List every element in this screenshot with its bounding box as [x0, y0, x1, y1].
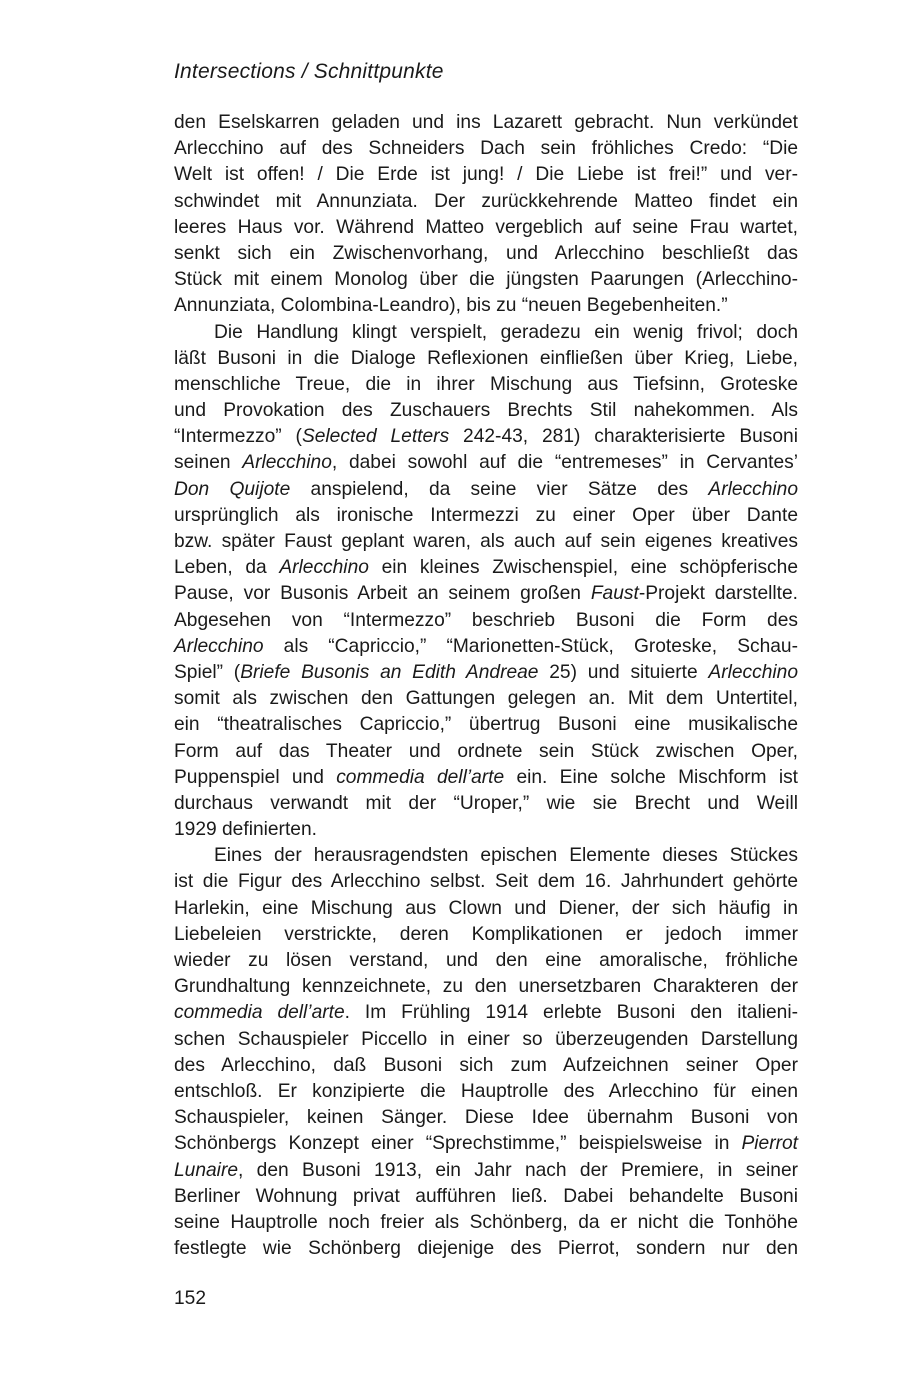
text-segment: Spiel” ( — [174, 661, 241, 683]
text-line — [174, 686, 798, 712]
text-segment: Die Handlung klingt verspielt, geradezu ein wenig frivol; doch — [214, 321, 798, 343]
text-segment: ein. Eine solche Mischform ist — [504, 766, 799, 788]
text-line — [174, 293, 798, 319]
text-segment: leeres Haus vor. Während Matteo vergeblich auf seine Frau wartet, — [174, 216, 798, 238]
text-line — [174, 503, 798, 529]
text-segment: Abgesehen von “Intermezzo” beschrieb Busoni die Form des — [174, 609, 798, 631]
text-segment: läßt Busoni in die Dialoge Reflexionen einfließen über Krieg, Liebe, — [174, 347, 798, 369]
text-segment: Eines der herausragendsten epischen Elemente dieses Stückes — [214, 845, 798, 867]
text-segment: Arlecchino auf des Schneiders Dach sein fröhliches Credo: “Die — [174, 138, 798, 160]
text-line — [174, 634, 798, 660]
page-number: 152 — [174, 1288, 207, 1309]
text-segment: 242-43, 281) charakterisierte Busoni — [449, 426, 798, 448]
text-segment: Welt ist offen! / Die Erde ist jung! / Die Liebe ist frei!” und ver- — [174, 164, 798, 186]
text-line — [174, 320, 798, 346]
italic-text: Arlecchino — [242, 452, 332, 474]
text-line — [174, 215, 798, 241]
text-line — [174, 110, 798, 136]
text-segment: Schönbergs Konzept einer “Sprechstimme,” beispielsweise in — [174, 1133, 742, 1155]
text-line — [174, 267, 798, 293]
text-segment: Grundhaltung kennzeichnete, zu den unersetzbaren Charakteren der — [174, 976, 798, 998]
text-line — [174, 450, 798, 476]
text-line — [174, 477, 798, 503]
text-line — [174, 136, 798, 162]
text-line — [174, 817, 798, 843]
text-segment: Schauspieler, keinen Sänger. Diese Idee übernahm Busoni von — [174, 1107, 798, 1129]
text-line — [174, 608, 798, 634]
text-segment: 25) und situierte — [538, 661, 709, 683]
text-segment: ursprünglich als ironische Intermezzi zu einer Oper über Dante — [174, 504, 798, 526]
text-line — [174, 372, 798, 398]
text-segment: , den Busoni 1913, ein Jahr nach der Premiere, in seiner — [238, 1159, 798, 1181]
text-line — [174, 1184, 798, 1210]
text-line — [174, 1131, 798, 1157]
text-segment: . Im Frühling 1914 erlebte Busoni den italieni- — [344, 1002, 798, 1024]
text-segment: anspielend, da seine vier Sätze des — [290, 478, 709, 500]
text-line — [174, 581, 798, 607]
text-line — [174, 1000, 798, 1026]
text-line — [174, 162, 798, 188]
text-line — [174, 896, 798, 922]
text-segment: Leben, da — [174, 557, 280, 579]
text-line — [174, 712, 798, 738]
italic-text: Arlecchino — [279, 557, 369, 579]
text-segment: 1929 definierten. — [174, 819, 317, 841]
text-line — [174, 241, 798, 267]
text-segment: Puppenspiel und — [174, 766, 337, 788]
italic-text: Briefe Busonis an Edith Andreae — [240, 661, 539, 683]
text-line — [174, 398, 798, 424]
italic-text: Don Quijote — [174, 478, 291, 500]
italic-text: Arlecchino — [708, 478, 798, 500]
text-segment: ein “theatralisches Capriccio,” übertrug Busoni eine musikalische — [174, 714, 798, 736]
text-line — [174, 1210, 798, 1236]
italic-text: Arlecchino — [708, 661, 798, 683]
italic-text: commedia dell’arte — [174, 1002, 345, 1024]
text-segment: Annunziata, Colombina-Leandro), bis zu “neuen Begebenheiten.” — [174, 295, 728, 317]
text-segment: und Provokation des Zuschauers Brechts Stil nahekommen. Als — [174, 400, 798, 422]
text-segment: durchaus verwandt mit der “Uroper,” wie sie Brecht und Weill — [174, 792, 798, 814]
text-segment: Form auf das Theater und ordnete sein Stück zwischen Oper, — [174, 740, 798, 762]
text-line — [174, 529, 798, 555]
text-segment: Stück mit einem Monolog über die jüngsten Paarungen (Arlecchino- — [174, 269, 798, 291]
text-line — [174, 843, 798, 869]
italic-text: Selected Letters — [301, 426, 450, 448]
text-segment: seine Hauptrolle noch freier als Schönberg, da er nicht die Tonhöhe — [174, 1211, 798, 1233]
text-line — [174, 974, 798, 1000]
running-head: Intersections / Schnittpunkte — [174, 60, 444, 83]
text-segment: schen Schauspieler Piccello in einer so überzeugenden Darstellung — [174, 1028, 798, 1050]
text-segment: schwindet mit Annunziata. Der zurückkehrende Matteo findet ein — [174, 190, 798, 212]
text-line — [174, 555, 798, 581]
text-segment: bzw. später Faust geplant waren, als auch auf sein eigenes kreatives — [174, 531, 798, 552]
text-segment: ein kleines Zwischenspiel, eine schöpferische — [368, 557, 798, 579]
text-line — [174, 1079, 798, 1105]
text-segment: “Intermezzo” ( — [174, 426, 302, 448]
text-line — [174, 1236, 798, 1262]
text-segment: Harlekin, eine Mischung aus Clown und Diener, der sich häufig in — [174, 897, 798, 919]
text-line — [174, 1105, 798, 1131]
italic-text: Lunaire — [174, 1159, 239, 1181]
text-line — [174, 1053, 798, 1079]
text-line — [174, 424, 798, 450]
text-line — [174, 739, 798, 765]
text-line — [174, 948, 798, 974]
text-segment: Liebeleien verstrickte, deren Komplikationen er jedoch immer — [174, 923, 798, 945]
text-segment: festlegte wie Schönberg diejenige des Pierrot, sondern nur den — [174, 1238, 798, 1260]
text-line — [174, 660, 798, 686]
text-segment: entschloß. Er konzipierte die Hauptrolle des Arlecchino für einen — [174, 1080, 798, 1102]
text-segment: Berliner Wohnung privat aufführen ließ. Dabei behandelte Busoni — [174, 1185, 798, 1207]
text-line — [174, 346, 798, 372]
text-line — [174, 1158, 798, 1184]
text-segment: menschliche Treue, die in ihrer Mischung aus Tiefsinn, Groteske — [174, 373, 798, 395]
text-segment: somit als zwischen den Gattungen gelegen an. Mit dem Untertitel, — [174, 688, 798, 710]
text-segment: als “Capriccio,” “Marionetten-Stück, Groteske, Schau- — [263, 635, 798, 657]
italic-text: Faust — [590, 583, 639, 605]
text-line — [174, 869, 798, 895]
text-line — [174, 922, 798, 948]
text-segment: , dabei sowohl auf die “entremeses” in Cervantes’ — [331, 452, 798, 474]
text-segment: den Eselskarren geladen und ins Lazarett gebracht. Nun verkündet — [174, 112, 798, 133]
text-segment: wieder zu lösen verstand, und den eine amoralische, fröhliche — [174, 950, 798, 971]
text-segment: des Arlecchino, daß Busoni sich zum Aufzeichnen seiner Oper — [174, 1054, 798, 1076]
text-line — [174, 189, 798, 215]
text-line — [174, 1027, 798, 1053]
text-line — [174, 765, 798, 791]
text-line — [174, 791, 798, 817]
body-text — [174, 110, 798, 1262]
text-segment: -Projekt darstellte. — [638, 583, 798, 605]
text-segment: senkt sich ein Zwischenvorhang, und Arlecchino beschließt das — [174, 242, 798, 264]
text-segment: seinen — [174, 452, 243, 474]
italic-text: Arlecchino — [174, 635, 264, 657]
italic-text: commedia dell’arte — [336, 766, 505, 788]
text-segment: Pause, vor Busonis Arbeit an seinem großen — [174, 583, 591, 605]
italic-text: Pierrot — [741, 1133, 798, 1155]
text-segment: ist die Figur des Arlecchino selbst. Seit dem 16. Jahrhundert gehörte — [174, 871, 798, 893]
